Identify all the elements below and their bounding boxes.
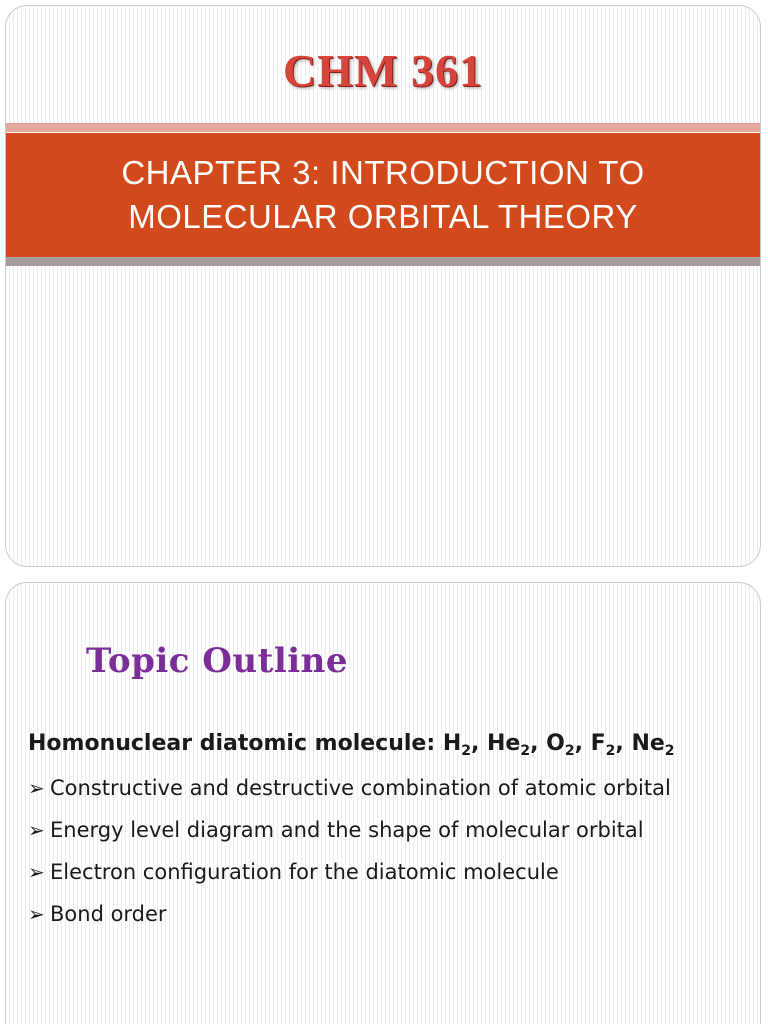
outline-bullet-item [28,813,742,847]
bullet-text: Bond order [50,902,167,926]
molecule-separator: , [574,731,591,756]
molecule-formula [546,731,575,759]
outline-bullet-list [28,771,742,931]
molecule-symbol: He [487,731,521,756]
bullet-text: Energy level diagram and the shape of molecular orbital [50,818,644,842]
accent-stripe-top [6,123,760,132]
bullet-text: Electron configuration for the diatomic molecule [50,860,559,884]
outline-bullet-item [28,855,742,889]
molecule-subscript: 2 [564,743,575,759]
molecule-formula [487,731,531,759]
molecule-symbol: O [546,731,565,756]
accent-stripe-bottom [6,257,760,266]
molecule-formula [590,731,616,759]
molecule-subscript: 2 [605,743,616,759]
title-slide [5,5,761,567]
outline-subheading [28,729,742,759]
molecule-separator: , [615,731,632,756]
outline-slide [5,582,761,1024]
arrow-bullet-icon: ➢ [28,860,45,884]
chapter-banner [6,133,760,257]
chapter-title: CHAPTER 3: INTRODUCTION TO MOLECULAR ORBITAL THEORY [121,154,645,235]
outline-content [28,729,742,939]
molecule-subscript: 2 [520,743,531,759]
bullet-text: Constructive and destructive combination of atomic orbital [50,776,671,800]
molecule-subscript: 2 [461,743,471,759]
molecule-subscript: 2 [664,743,675,759]
subheading-prefix: Homonuclear diatomic molecule: [28,731,443,756]
topic-outline-heading: Topic Outline [86,641,349,681]
arrow-bullet-icon: ➢ [28,776,45,800]
molecule-separator: , [530,731,547,756]
arrow-bullet-icon: ➢ [28,902,45,926]
molecule-list [442,731,675,759]
molecule-separator: , [470,731,488,756]
molecule-symbol: H [442,731,462,756]
outline-bullet-item [28,897,742,931]
molecule-formula [631,731,675,759]
course-title: CHM 361 [283,45,483,96]
outline-bullet-item [28,771,742,805]
arrow-bullet-icon: ➢ [28,818,45,842]
molecule-symbol: F [590,731,606,756]
molecule-symbol: Ne [631,731,665,756]
molecule-formula [442,731,471,759]
